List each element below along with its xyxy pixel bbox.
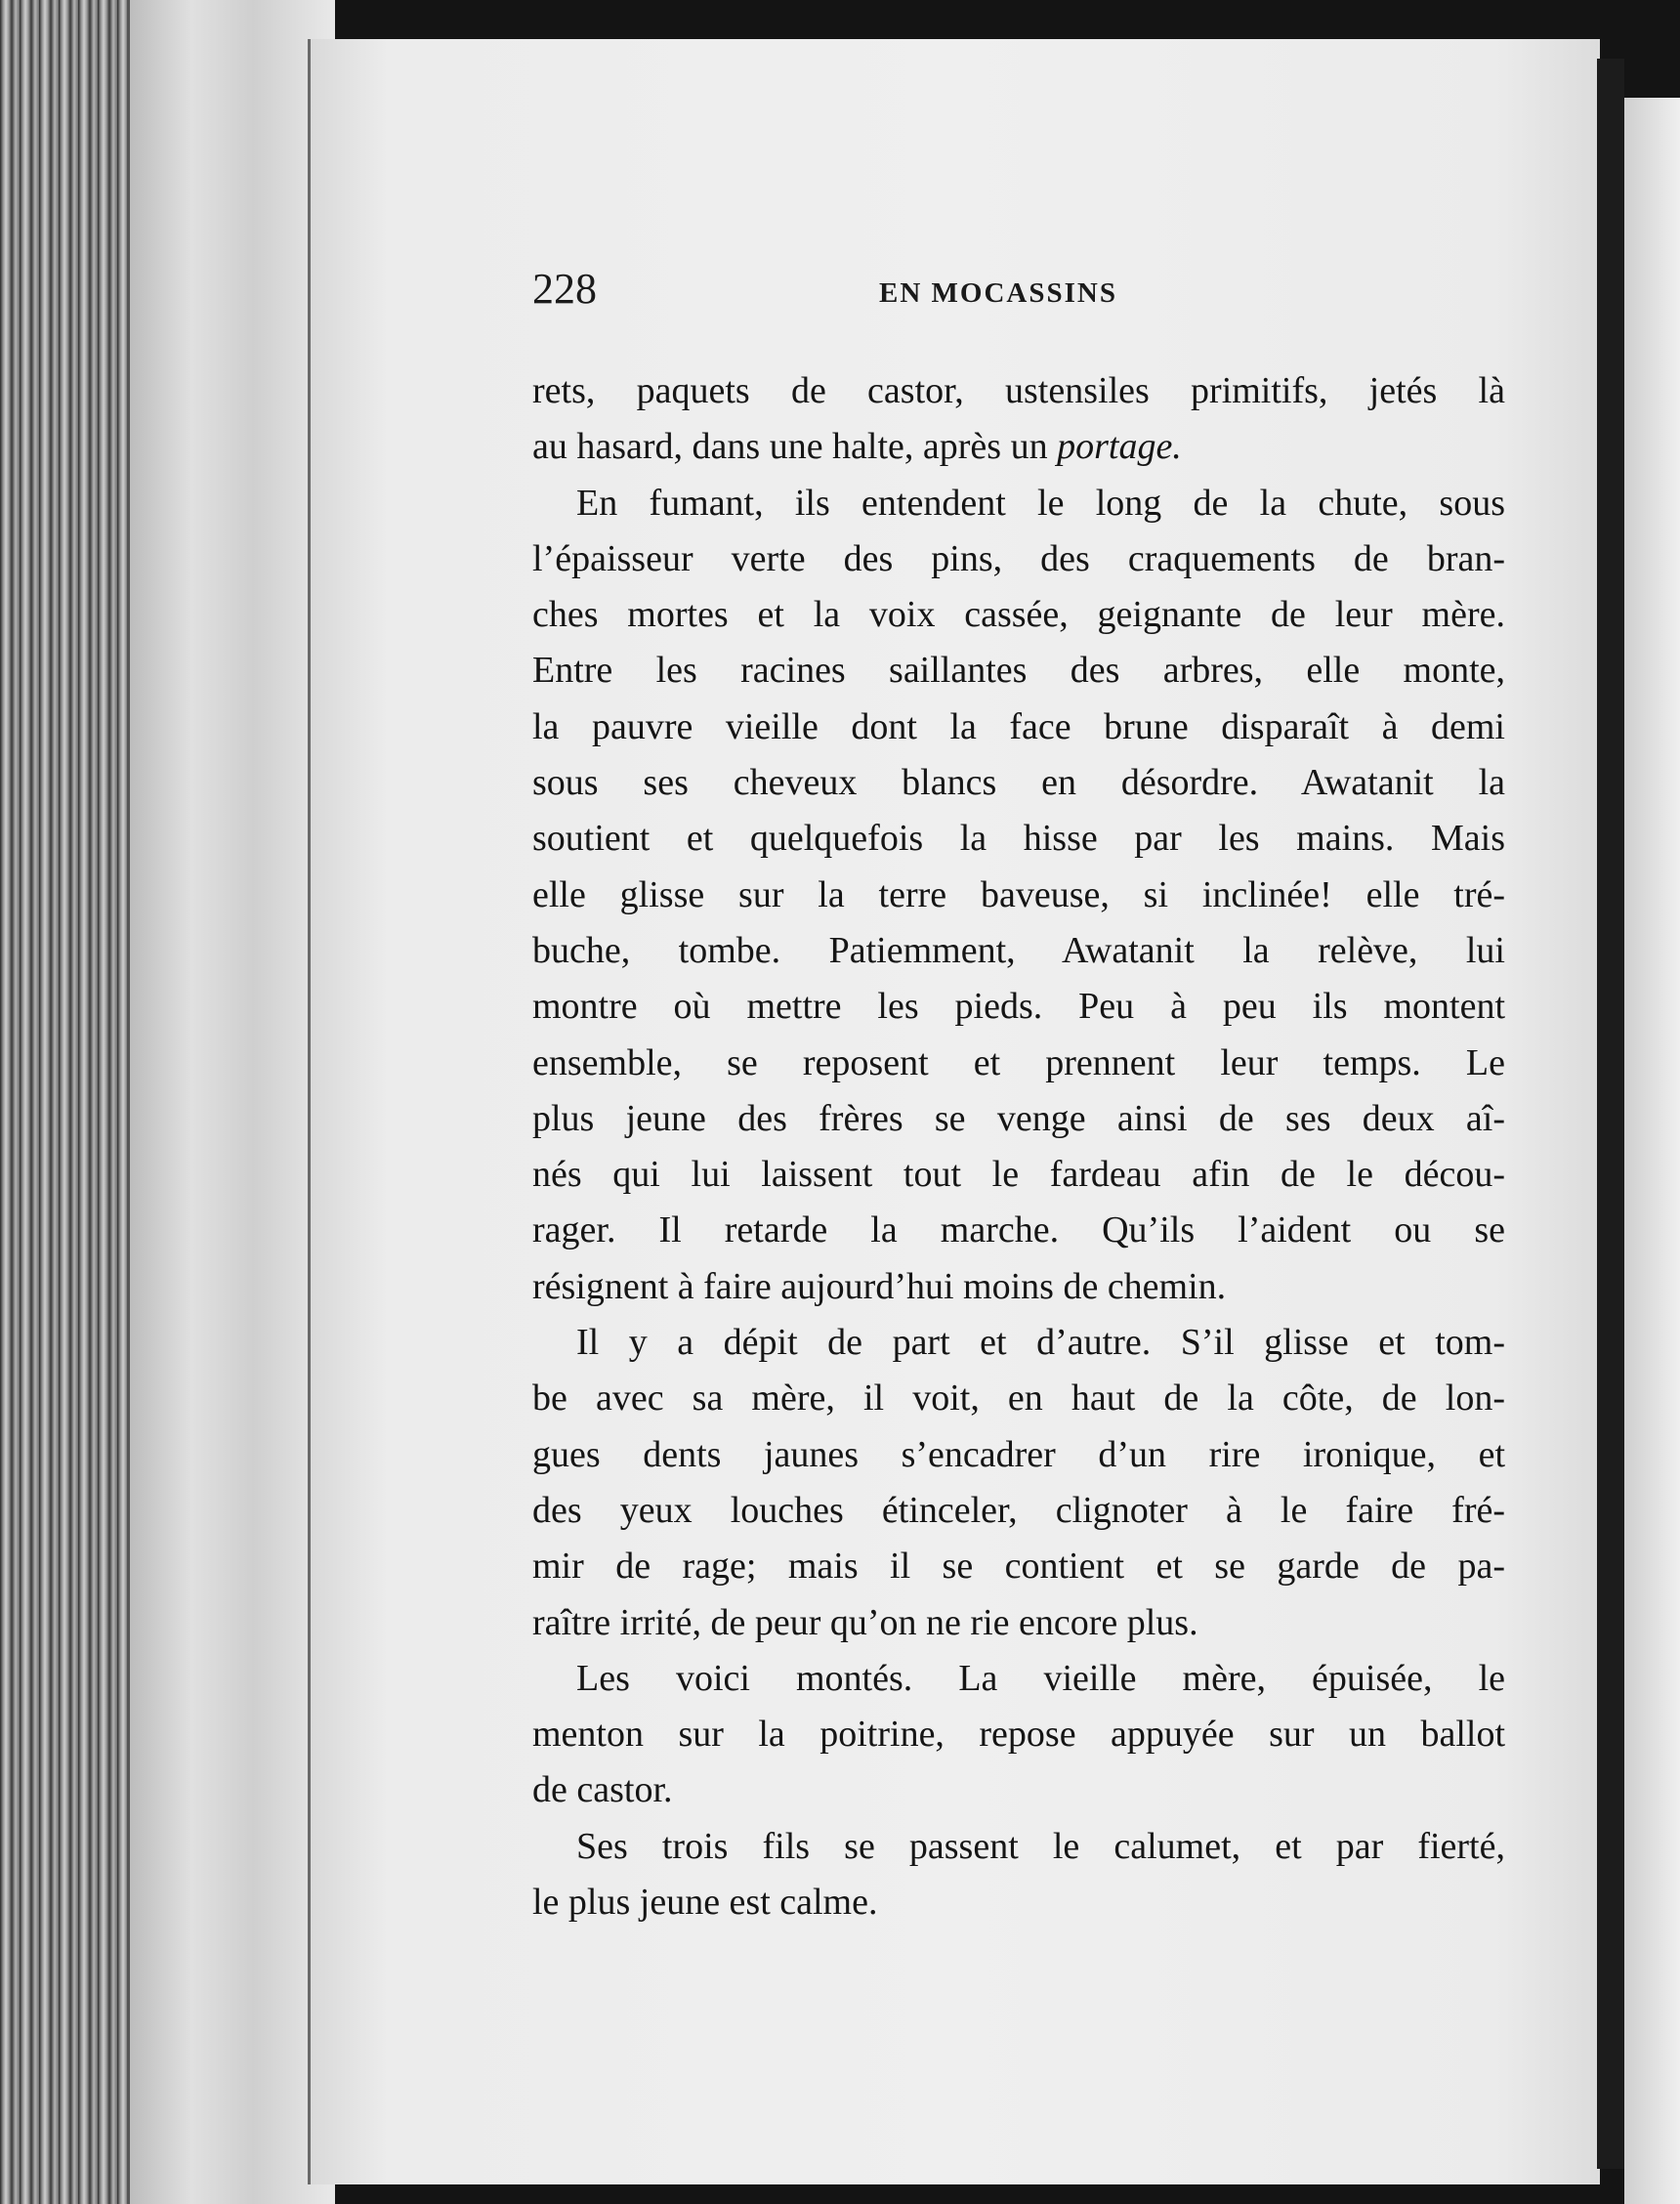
text-line: rager. Il retarde la marche. Qu’ils l’aident ou se xyxy=(532,1209,1505,1251)
text-line: buche, tombe. Patiemment, Awatanit la relève, lui xyxy=(532,929,1505,971)
text-line-start: au hasard, dans une halte, après un xyxy=(532,426,1048,468)
running-head: EN MOCASSINS xyxy=(879,277,1117,309)
text-line: rets, paquets de castor, ustensiles primitifs, jetés là xyxy=(532,370,1505,411)
right-page-gutter xyxy=(1597,59,1624,2169)
text-line xyxy=(532,419,1505,475)
paragraph-start-line: En fumant, ils entendent le long de la chute, sous xyxy=(576,482,1505,524)
text-line: elle glisse sur la terre baveuse, si inclinée! elle tré- xyxy=(532,873,1505,915)
italic-word: portage. xyxy=(1057,426,1182,468)
text-line: montre où mettre les pieds. Peu à peu ils montent xyxy=(532,986,1505,1028)
text-line: raître irrité, de peur qu’on ne rie encore plus. xyxy=(532,1601,1198,1643)
text-line: be avec sa mère, il voit, en haut de la côte, de lon- xyxy=(532,1378,1505,1420)
next-page-edge xyxy=(1624,98,1680,2204)
text-line: le plus jeune est calme. xyxy=(532,1882,878,1924)
text-line: plus jeune des frères se venge ainsi de ses deux aî- xyxy=(532,1097,1505,1139)
text-line: gues dents jaunes s’encadrer d’un rire ironique, et xyxy=(532,1433,1505,1475)
paragraph-start-line: Les voici montés. La vieille mère, épuisée, le xyxy=(576,1657,1505,1699)
page-number: 228 xyxy=(532,265,597,313)
paragraph-start-line: Ses trois fils se passent le calumet, et par fierté, xyxy=(576,1825,1505,1867)
text-line: menton sur la poitrine, repose appuyée sur un ballot xyxy=(532,1714,1505,1756)
text-line: Entre les racines saillantes des arbres, elle monte, xyxy=(532,650,1505,692)
text-line: sous ses cheveux blancs en désordre. Awatanit la xyxy=(532,762,1505,804)
text-line: mir de rage; mais il se contient et se garde de pa- xyxy=(532,1546,1505,1588)
text-line: résignent à faire aujourd’hui moins de chemin. xyxy=(532,1265,1227,1307)
text-line: de castor. xyxy=(532,1769,673,1811)
text-line: des yeux louches étinceler, clignoter à le faire fré- xyxy=(532,1489,1505,1531)
body-text xyxy=(532,363,1505,1930)
text-line: soutient et quelquefois la hisse par les mains. Mais xyxy=(532,818,1505,860)
paragraph-start-line: Il y a dépit de part et d’autre. S’il glisse et tom- xyxy=(576,1322,1505,1364)
text-line: la pauvre vieille dont la face brune disparaît à demi xyxy=(532,705,1505,747)
text-line: ensemble, se reposent et prennent leur temps. Le xyxy=(532,1041,1505,1083)
page-header xyxy=(532,264,1499,322)
text-line: l’épaisseur verte des pins, des craquements de bran- xyxy=(532,537,1505,579)
text-line: nés qui lui laissent tout le fardeau afin de le décou- xyxy=(532,1154,1505,1196)
text-line: ches mortes et la voix cassée, geignante de leur mère. xyxy=(532,594,1505,636)
page-stack-edges xyxy=(127,0,335,2204)
